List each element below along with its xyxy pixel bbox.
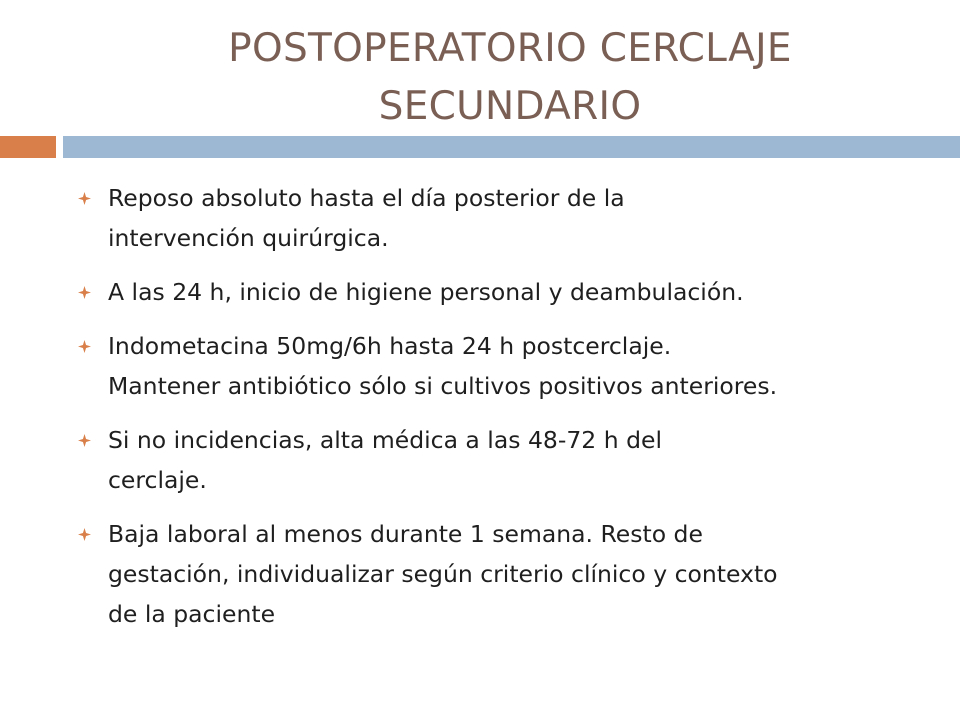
bullet-item: [72, 420, 932, 500]
four-point-star-icon: [78, 528, 91, 541]
bullet-item: [72, 326, 932, 406]
bullet-line: Mantener antibiótico sólo si cultivos positivos anteriores.: [108, 372, 778, 400]
bullet-line: Reposo absoluto hasta el día posterior de la: [108, 184, 625, 212]
accent-bar-blue: [63, 136, 960, 158]
title-line-2: SECUNDARIO: [378, 84, 642, 129]
bullet-line: Si no incidencias, alta médica a las 48-72 h del: [108, 426, 662, 454]
four-point-star-icon: [78, 192, 91, 205]
bullet-list: [72, 178, 932, 648]
bullet-line: Indometacina 50mg/6h hasta 24 h postcerclaje.: [108, 332, 672, 360]
bullet-line: gestación, individualizar según criterio clínico y contexto: [108, 560, 778, 588]
bullet-line: Baja laboral al menos durante 1 semana. Resto de: [108, 520, 703, 548]
bullet-line: intervención quirúrgica.: [108, 224, 389, 252]
bullet-line: de la paciente: [108, 600, 276, 628]
bullet-line: A las 24 h, inicio de higiene personal y deambulación.: [108, 278, 744, 306]
bullet-item: [72, 514, 932, 634]
bullet-item: [72, 272, 932, 312]
four-point-star-icon: [78, 286, 91, 299]
accent-bar-orange: [0, 136, 56, 158]
slide-title: [130, 20, 890, 136]
bullet-item: [72, 178, 932, 258]
four-point-star-icon: [78, 340, 91, 353]
title-line-1: POSTOPERATORIO CERCLAJE: [228, 26, 792, 71]
bullet-line: cerclaje.: [108, 466, 207, 494]
four-point-star-icon: [78, 434, 91, 447]
